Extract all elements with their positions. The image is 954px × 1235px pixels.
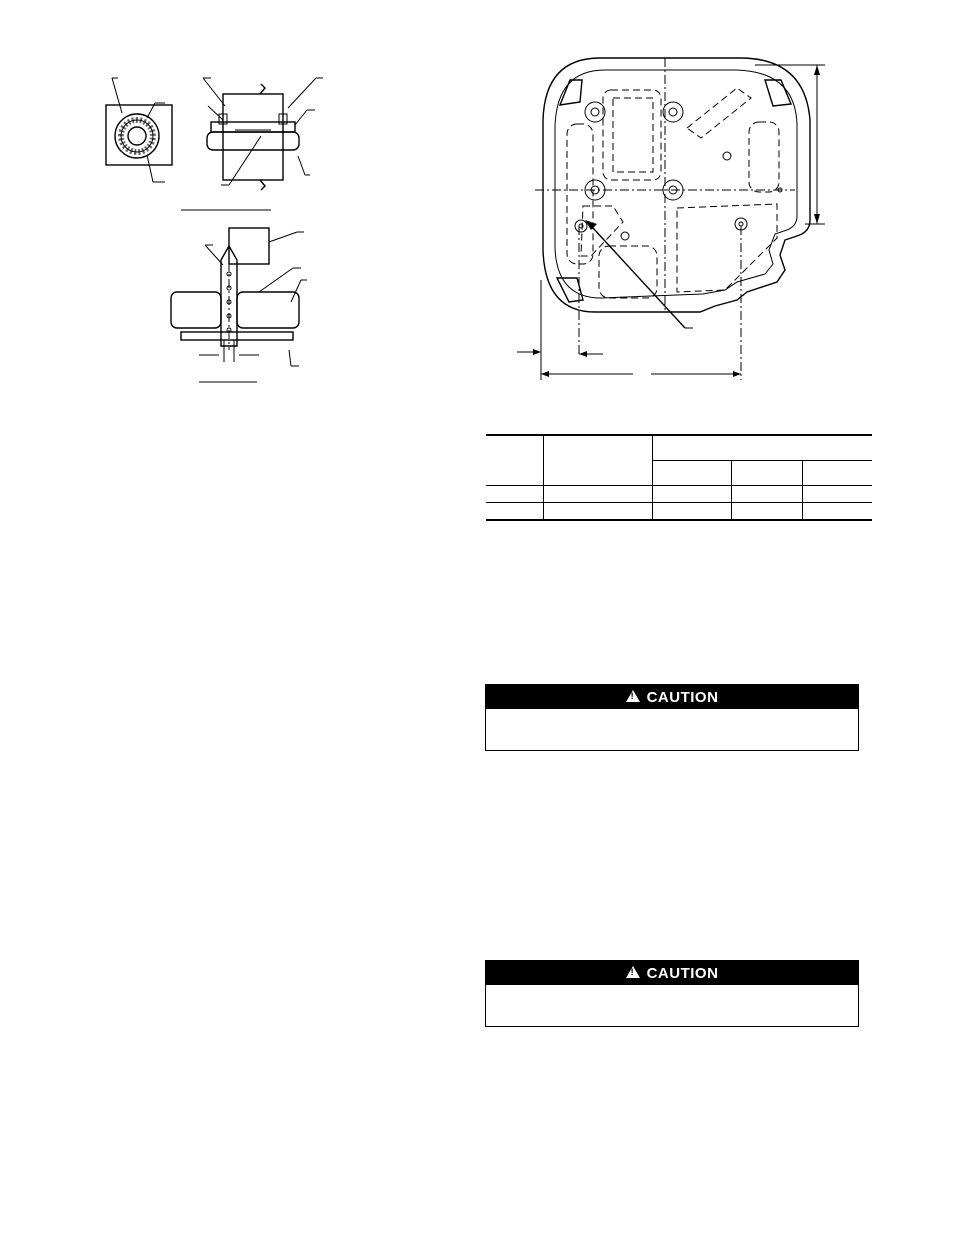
caution-label: CAUTION [646,688,719,706]
caution-header [486,685,858,709]
table-row [486,503,872,521]
table-header-cell [803,461,873,486]
caution-label: CAUTION [646,964,719,982]
base-plate-diagram [505,50,835,390]
table-header-cell [653,461,732,486]
table-header-cell [544,435,653,486]
fitting-detail-figure [95,70,335,400]
warning-triangle-icon [626,690,640,702]
table-row [486,486,872,503]
caution-body [486,709,858,750]
table-header-cell [732,461,803,486]
caution-body [486,985,858,1026]
caution-box [485,960,859,1027]
warning-triangle-icon [626,966,640,978]
caution-header [486,961,858,985]
table-header-cell [653,435,873,461]
spec-table [486,434,872,521]
caution-box [485,684,859,751]
table-header-cell [486,435,544,486]
